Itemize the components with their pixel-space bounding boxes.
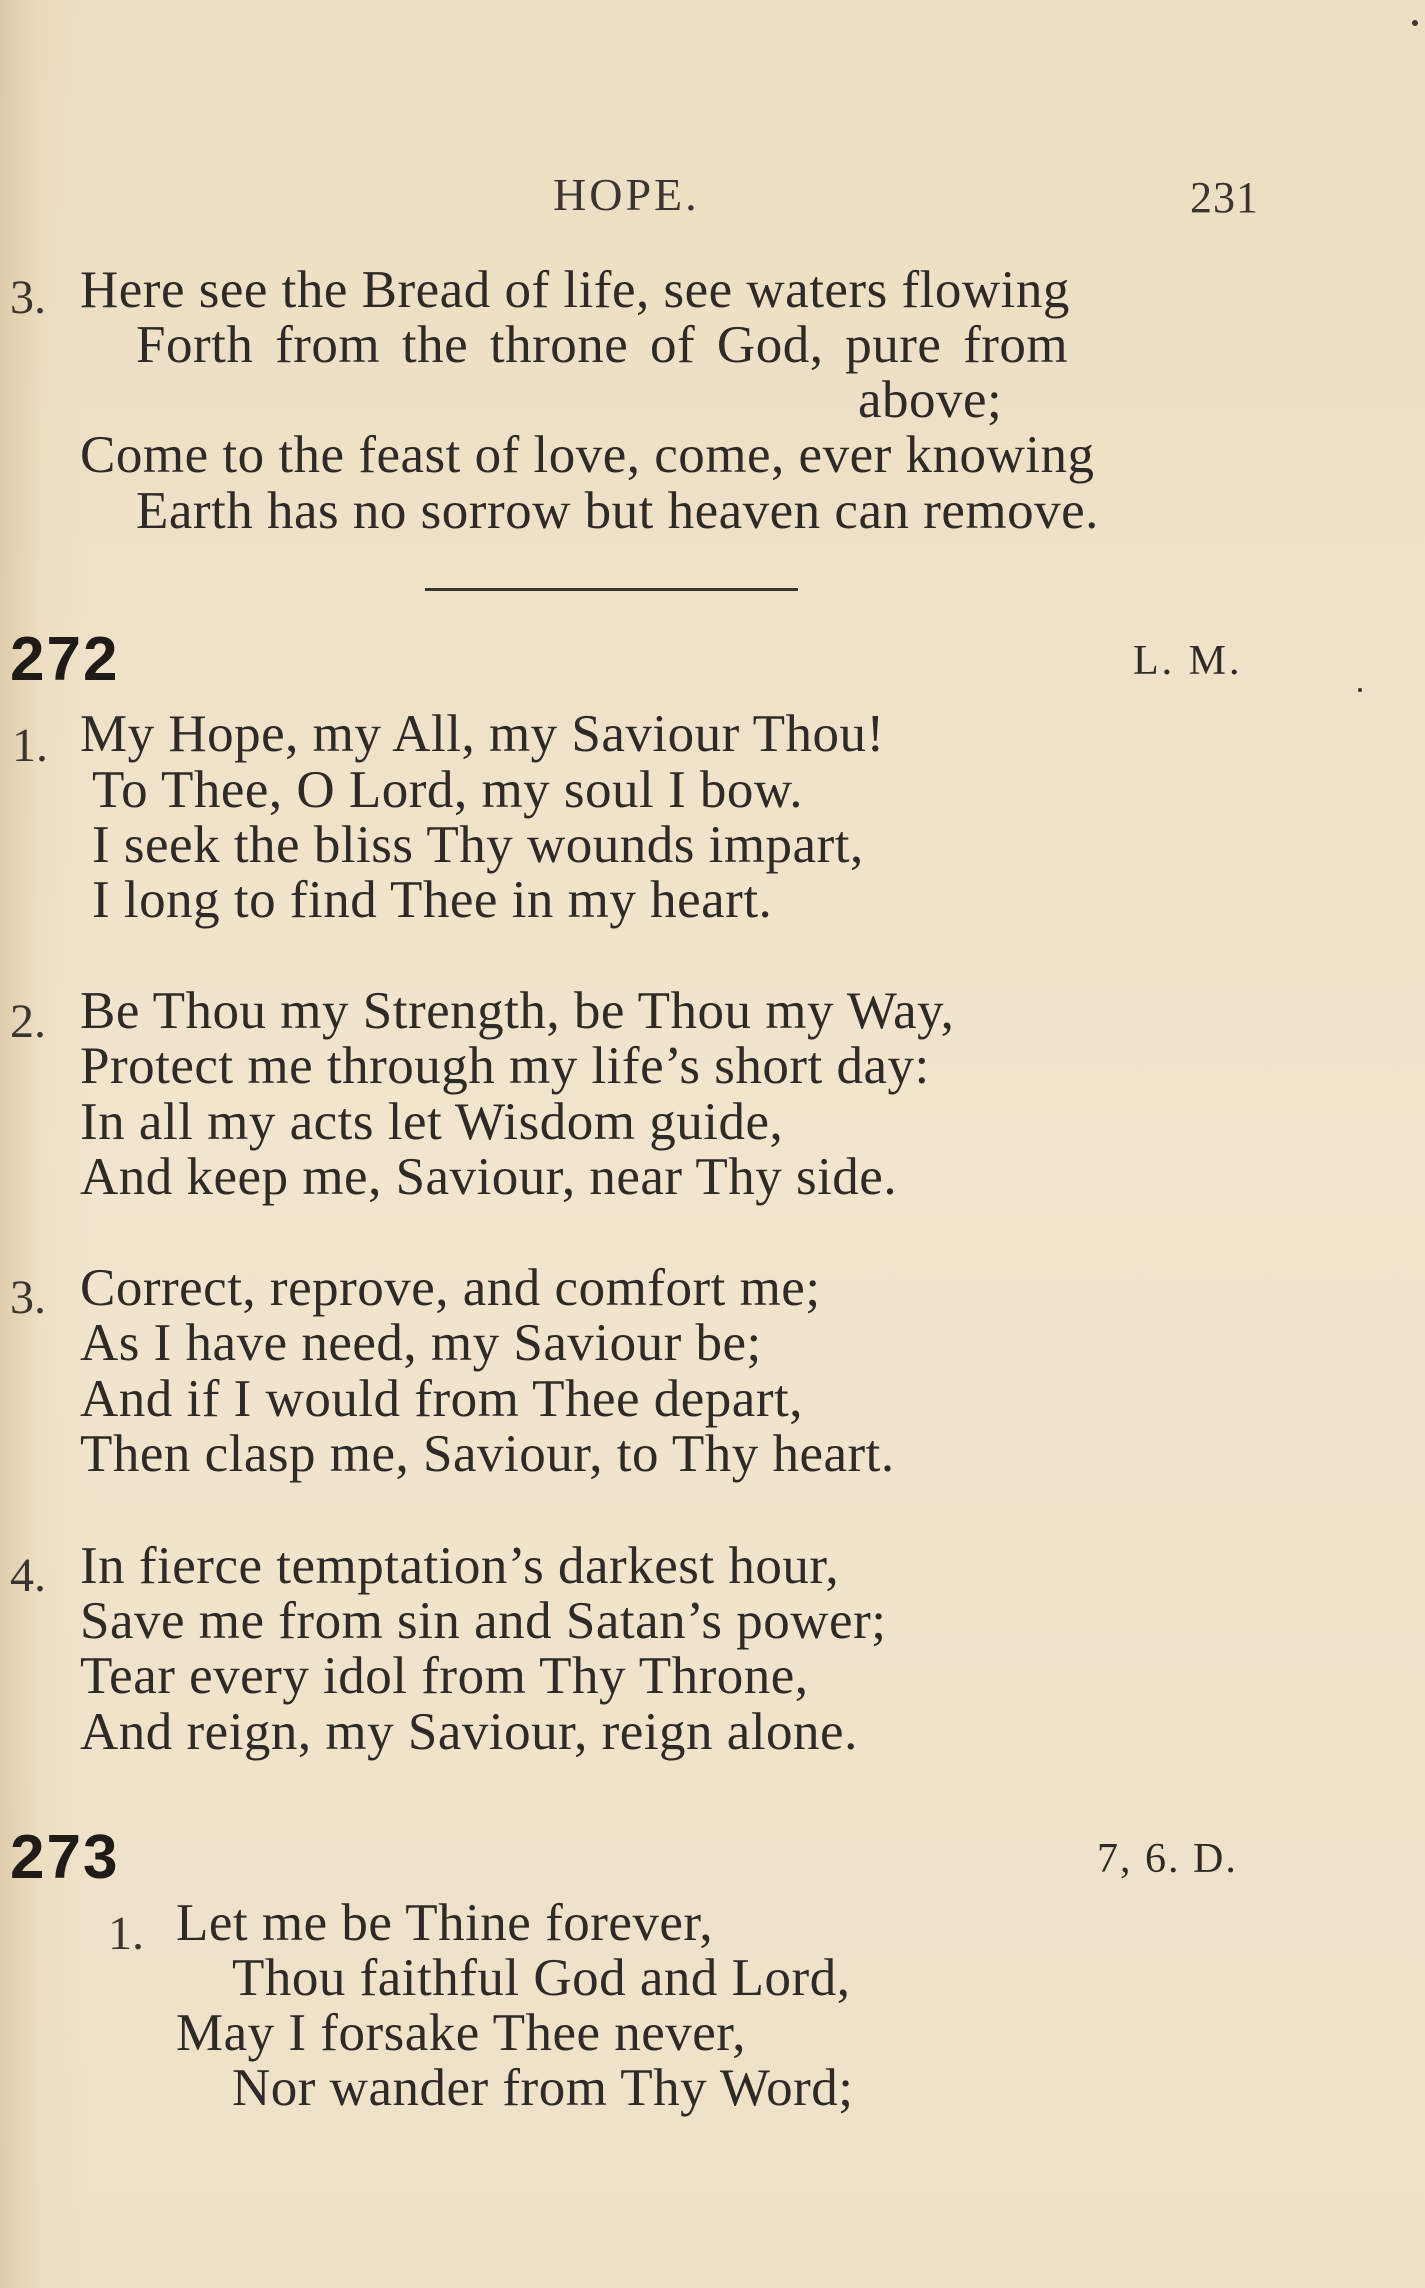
verse-line: In fierce temptation’s darkest hour,	[80, 1537, 840, 1595]
running-header-title: HOPE.	[553, 169, 700, 220]
hymn-meter: L. M.	[1133, 638, 1243, 684]
verse-line: Then clasp me, Saviour, to Thy heart.	[80, 1425, 895, 1483]
verse-line: As I have need, my Saviour be;	[80, 1314, 762, 1372]
verse-line: Here see the Bread of life, see waters flowing	[80, 261, 1070, 319]
verse-line: I long to find Thee in my heart.	[92, 871, 773, 929]
verse-line: And if I would from Thee depart,	[80, 1370, 803, 1428]
verse-line: above;	[858, 371, 1003, 429]
verse-line: Tear every idol from Thy Throne,	[80, 1647, 809, 1705]
verse-line: Thou faithful God and Lord,	[232, 1949, 851, 2007]
verse-line: Let me be Thine forever,	[176, 1894, 714, 1952]
verse-line: Nor wander from Thy Word;	[232, 2059, 854, 2117]
print-speck	[1412, 20, 1418, 26]
verse-number: 2.	[10, 995, 46, 1048]
verse-line: And keep me, Saviour, near Thy side.	[80, 1148, 898, 1206]
verse-line: Protect me through my life’s short day:	[80, 1037, 930, 1095]
verse-number: 3.	[10, 1271, 46, 1324]
verse-line: Save me from sin and Satan’s power;	[80, 1592, 887, 1650]
page-number: 231	[1190, 173, 1259, 222]
verse-line: Forth from the throne of God, pure from	[136, 316, 1069, 374]
verse-line: And reign, my Saviour, reign alone.	[80, 1703, 858, 1761]
verse-number: 1.	[12, 719, 48, 772]
verse-line: Be Thou my Strength, be Thou my Way,	[80, 982, 955, 1040]
verse-line: My Hope, my All, my Saviour Thou!	[80, 705, 885, 763]
verse-number: 4.	[10, 1549, 46, 1602]
print-speck	[1358, 688, 1362, 692]
verse-line: In all my acts let Wisdom guide,	[80, 1093, 784, 1151]
verse-line: I seek the bliss Thy wounds impart,	[92, 816, 864, 874]
verse-line: Earth has no sorrow but heaven can remove.	[136, 482, 1099, 540]
verse-number: 1.	[108, 1907, 144, 1960]
verse-line: May I forsake Thee never,	[176, 2004, 747, 2062]
hymn-number: 273	[10, 1823, 120, 1892]
hymn-number: 272	[10, 625, 120, 694]
verse-line: To Thee, O Lord, my soul I bow.	[92, 761, 803, 819]
verse-line: Come to the feast of love, come, ever knowing	[80, 426, 1095, 484]
verse-line: Correct, reprove, and comfort me;	[80, 1259, 821, 1317]
hymn-meter: 7, 6. D.	[1097, 1836, 1238, 1882]
verse-number: 3.	[10, 271, 46, 324]
section-divider	[425, 588, 798, 591]
